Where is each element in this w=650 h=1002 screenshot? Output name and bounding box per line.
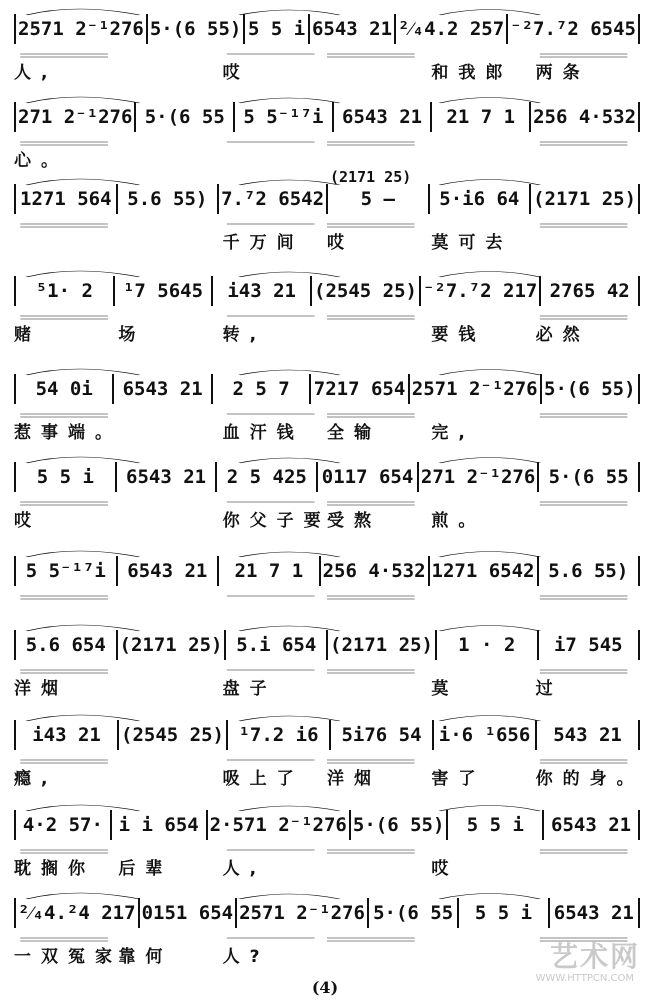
measure-notes: 5·(6 55 bbox=[144, 106, 225, 128]
page-number: (4) bbox=[311, 978, 339, 997]
lyric-segment: 莫可去 bbox=[431, 233, 513, 253]
lyrics-row bbox=[14, 764, 644, 790]
measure-notes: i i 654 bbox=[118, 814, 199, 836]
measure bbox=[328, 630, 437, 660]
lyric-segment: 瘾, bbox=[14, 769, 58, 789]
measure bbox=[117, 462, 218, 492]
measure-notes: 5 5 i bbox=[36, 466, 94, 488]
lyric-segment: 人, bbox=[14, 63, 58, 83]
measure-notes: 5.6 55) bbox=[127, 188, 208, 210]
measure bbox=[118, 630, 227, 660]
measure-notes: 1271 6542 bbox=[431, 560, 535, 582]
measure-notes: 5·(6 55) bbox=[352, 814, 445, 836]
lyrics-row bbox=[14, 146, 640, 172]
measure bbox=[217, 462, 318, 492]
measure-notes: i·6 ¹656 bbox=[438, 724, 531, 746]
measure-notes: i43 21 bbox=[32, 724, 101, 746]
measure-notes: 5 5⁻¹⁷i bbox=[25, 560, 106, 582]
lyric-segment: 心。 bbox=[14, 151, 68, 171]
measure-notes: (2171 25) bbox=[119, 634, 223, 656]
measure bbox=[531, 102, 640, 132]
lyric-segment: 哎 bbox=[14, 511, 41, 531]
lyric-segment: 莫 bbox=[431, 679, 459, 699]
measure bbox=[321, 556, 430, 586]
beam-lines bbox=[14, 752, 640, 760]
measure-notes: ²⁄₄4.2 257 bbox=[398, 17, 505, 40]
beam-lines bbox=[14, 662, 640, 670]
measure bbox=[219, 556, 321, 586]
measure bbox=[430, 184, 532, 214]
measure bbox=[448, 810, 544, 840]
beam-lines bbox=[14, 588, 640, 596]
lyrics-row bbox=[14, 854, 640, 880]
score-system bbox=[0, 706, 650, 802]
lyric-segment: 吸上了 bbox=[222, 769, 304, 789]
measure bbox=[334, 102, 433, 132]
watermark-url: WWW.HTTPCN.COM bbox=[535, 973, 634, 984]
notation-row bbox=[14, 102, 640, 132]
lyric-segment: 人, bbox=[222, 859, 267, 879]
beam-lines bbox=[14, 494, 640, 502]
score-system bbox=[0, 170, 650, 266]
score-system bbox=[0, 448, 650, 544]
beam-lines bbox=[14, 46, 640, 54]
measure-notes: 1 · 2 bbox=[458, 634, 516, 656]
measure bbox=[208, 810, 351, 840]
lyrics-row bbox=[14, 58, 640, 84]
measure-notes: 5·(6 55 bbox=[548, 466, 629, 488]
measure-notes: 54 0i bbox=[35, 378, 93, 400]
lyric-segment: 盘子 bbox=[222, 679, 277, 699]
measure bbox=[396, 14, 508, 44]
measure-notes: 6543 21 bbox=[553, 902, 634, 924]
measure bbox=[544, 810, 640, 840]
beam-lines bbox=[14, 216, 640, 224]
measure bbox=[114, 374, 212, 404]
beam-lines bbox=[14, 842, 640, 850]
lyric-segment: 千万间 bbox=[222, 233, 304, 253]
measure-notes: i7 545 bbox=[553, 634, 623, 656]
measure bbox=[237, 898, 369, 928]
measure bbox=[148, 14, 246, 44]
measure bbox=[226, 630, 328, 660]
measure bbox=[419, 462, 539, 492]
measure bbox=[508, 14, 640, 44]
lyrics-row bbox=[14, 228, 640, 254]
measure-notes: 271 2⁻¹276 bbox=[18, 106, 133, 128]
measure-notes: i43 21 bbox=[227, 280, 296, 302]
watermark-logo-text: 艺术网 bbox=[549, 940, 640, 973]
measure bbox=[14, 462, 117, 492]
lyric-segment: 转, bbox=[222, 325, 267, 345]
measure bbox=[437, 630, 539, 660]
measure-notes: 6543 21 bbox=[551, 814, 632, 836]
lyric-segment: 耽搁你 bbox=[14, 859, 95, 879]
measure-notes: 5·(6 55 bbox=[373, 902, 454, 924]
lyric-segment: 惹事端。 bbox=[14, 423, 122, 443]
measure-notes: 271 2⁻¹276 bbox=[420, 466, 536, 488]
measure-notes: 256 4·532 bbox=[322, 560, 426, 582]
measure bbox=[14, 556, 118, 586]
measure-notes: 5.6 654 bbox=[25, 634, 106, 656]
beam-lines bbox=[14, 308, 640, 316]
measure-notes: 5 5 i bbox=[248, 18, 306, 40]
measure bbox=[118, 184, 220, 214]
notation-row bbox=[14, 630, 640, 660]
measure bbox=[136, 102, 235, 132]
measure-notes: 5.i 654 bbox=[236, 634, 317, 656]
measure-notes: 6543 21 bbox=[122, 378, 203, 400]
measure-notes: 7217 654 bbox=[313, 378, 406, 400]
lyrics-row bbox=[14, 506, 640, 532]
measure-notes: ²⁄₄4.²4 217 bbox=[18, 901, 136, 924]
lyric-segment: 完, bbox=[431, 423, 475, 443]
measure bbox=[421, 276, 541, 306]
notation-row bbox=[14, 720, 640, 750]
measure-notes: 6543 21 bbox=[342, 106, 423, 128]
notation-row bbox=[14, 14, 640, 44]
measure bbox=[235, 102, 334, 132]
measure bbox=[140, 898, 238, 928]
score-system bbox=[0, 0, 650, 96]
measure-notes: (2171 25) bbox=[533, 188, 637, 210]
measure bbox=[14, 720, 119, 750]
notation-row bbox=[14, 556, 640, 586]
score-system bbox=[0, 796, 650, 892]
measure-notes: 5·(6 55) bbox=[149, 18, 242, 40]
notation-row bbox=[14, 810, 640, 840]
measure-notes: 5·(6 55) bbox=[544, 378, 636, 400]
measure bbox=[430, 556, 539, 586]
measure-notes: 2571 2⁻¹276 bbox=[411, 378, 538, 400]
measure-notes: 2765 42 bbox=[549, 280, 630, 302]
measure bbox=[213, 276, 312, 306]
lyric-segment: 煎。 bbox=[431, 511, 486, 531]
measure bbox=[228, 720, 331, 750]
measure bbox=[118, 556, 220, 586]
score-system bbox=[0, 262, 650, 358]
measure bbox=[312, 276, 421, 306]
measure bbox=[14, 276, 115, 306]
site-watermark bbox=[490, 935, 640, 995]
measure-notes: 5 5 i bbox=[474, 902, 533, 924]
measure-notes: 21 7 1 bbox=[446, 106, 516, 128]
notation-row bbox=[14, 184, 640, 214]
measure-notes: ⁵1· 2 bbox=[35, 280, 93, 302]
measure-notes: (2545 25) bbox=[314, 280, 417, 302]
beam-lines bbox=[14, 134, 640, 142]
lyric-segment: 人? bbox=[222, 947, 270, 967]
measure bbox=[531, 184, 640, 214]
measure bbox=[328, 184, 430, 214]
lyric-segment: 害了 bbox=[431, 769, 486, 789]
lyric-segment: 和我郎 bbox=[431, 63, 513, 83]
lyric-segment: 哎 bbox=[431, 859, 459, 879]
measure bbox=[537, 720, 640, 750]
measure-notes: 1271 564 bbox=[20, 188, 112, 210]
lyrics-row bbox=[14, 320, 640, 346]
measure-notes: 2571 2⁻¹276 bbox=[18, 18, 144, 40]
lyrics-row bbox=[14, 674, 640, 700]
measure bbox=[219, 184, 328, 214]
measure bbox=[410, 374, 542, 404]
measure bbox=[112, 810, 208, 840]
measure bbox=[539, 462, 640, 492]
measure bbox=[14, 102, 136, 132]
lyric-segment: 全输 bbox=[327, 423, 381, 443]
measure bbox=[318, 462, 419, 492]
lyric-segment: 哎 bbox=[222, 63, 250, 83]
lyrics-row bbox=[14, 418, 640, 444]
measure-notes: 21 7 1 bbox=[234, 560, 304, 582]
notation-row bbox=[14, 374, 640, 404]
measure bbox=[14, 810, 112, 840]
measure bbox=[351, 810, 449, 840]
measure-notes: ⁻²7.⁷2 217 bbox=[422, 280, 538, 302]
lyric-segment: 过 bbox=[535, 679, 563, 699]
measure-notes: ¹7 5645 bbox=[122, 280, 204, 302]
measure bbox=[539, 630, 641, 660]
measure-notes: (2545 25) bbox=[121, 724, 224, 746]
measure bbox=[432, 102, 531, 132]
score-annotation: (2171 25) bbox=[330, 168, 412, 186]
lyric-segment: 后辈 bbox=[118, 859, 173, 879]
measure-notes: 5 — bbox=[360, 188, 395, 210]
measure-notes: 5·i6 64 bbox=[439, 188, 520, 210]
measure bbox=[245, 14, 310, 44]
measure-notes: 0151 654 bbox=[141, 902, 234, 924]
measure-notes: ¹7.2 i6 bbox=[238, 724, 319, 746]
measure bbox=[434, 720, 537, 750]
lyric-segment: 受熬 bbox=[327, 511, 381, 531]
lyric-segment: 场 bbox=[118, 325, 146, 345]
measure bbox=[542, 374, 640, 404]
measure bbox=[14, 374, 114, 404]
lyric-segment: 两条 bbox=[535, 63, 590, 83]
measure bbox=[115, 276, 214, 306]
measure bbox=[310, 14, 396, 44]
beam-lines bbox=[14, 406, 640, 414]
measure bbox=[541, 276, 640, 306]
lyric-segment: 哎 bbox=[327, 233, 354, 253]
lyric-segment: 一双冤家 bbox=[14, 947, 122, 967]
measure bbox=[14, 630, 118, 660]
notation-row bbox=[14, 898, 640, 928]
lyric-segment: 你的身。 bbox=[535, 769, 644, 789]
measure-notes: 256 4·532 bbox=[533, 106, 637, 128]
measure-notes: 4·2 57· bbox=[22, 814, 103, 836]
lyric-segment: 血汗钱 bbox=[222, 423, 304, 443]
measure-notes: ⁻²7.⁷2 6545 bbox=[510, 18, 636, 40]
measure bbox=[539, 556, 641, 586]
measure bbox=[459, 898, 549, 928]
measure-notes: 543 21 bbox=[553, 724, 622, 746]
measure bbox=[550, 898, 640, 928]
measure bbox=[14, 898, 140, 928]
lyric-segment: 赌 bbox=[14, 325, 41, 345]
lyric-segment: 靠何 bbox=[118, 947, 173, 967]
measure-notes: 5.6 55) bbox=[548, 560, 629, 582]
measure bbox=[14, 184, 118, 214]
measure-notes: 2 5 425 bbox=[226, 466, 307, 488]
measure-notes: 6543 21 bbox=[311, 18, 393, 40]
lyric-segment: 必然 bbox=[535, 325, 590, 345]
notation-row bbox=[14, 276, 640, 306]
measure-notes: 5i76 54 bbox=[341, 724, 422, 746]
measure-notes: 2·571 2⁻¹276 bbox=[209, 814, 347, 836]
lyric-segment: 要钱 bbox=[431, 325, 486, 345]
measure bbox=[311, 374, 409, 404]
measure-notes: 0117 654 bbox=[321, 466, 414, 488]
lyric-segment: 洋烟 bbox=[327, 769, 381, 789]
measure bbox=[213, 374, 311, 404]
measure bbox=[331, 720, 434, 750]
notation-row bbox=[14, 462, 640, 492]
score-system bbox=[0, 616, 650, 712]
measure-notes: 2 5 7 bbox=[232, 378, 290, 400]
lyric-segment: 你父子要 bbox=[222, 511, 331, 531]
measure-notes: 6543 21 bbox=[127, 560, 208, 582]
measure-notes: 2571 2⁻¹276 bbox=[239, 902, 365, 924]
measure-notes: 5 5⁻¹⁷i bbox=[243, 106, 324, 128]
measure-notes: (2171 25) bbox=[330, 634, 433, 656]
measure bbox=[369, 898, 459, 928]
measure bbox=[119, 720, 228, 750]
lyric-segment: 洋烟 bbox=[14, 679, 68, 699]
measure-notes: 7.⁷2 6542 bbox=[221, 188, 325, 210]
measure-notes: 6543 21 bbox=[126, 466, 207, 488]
measure-notes: 5 5 i bbox=[466, 814, 524, 836]
measure bbox=[14, 14, 148, 44]
score-system bbox=[0, 360, 650, 456]
